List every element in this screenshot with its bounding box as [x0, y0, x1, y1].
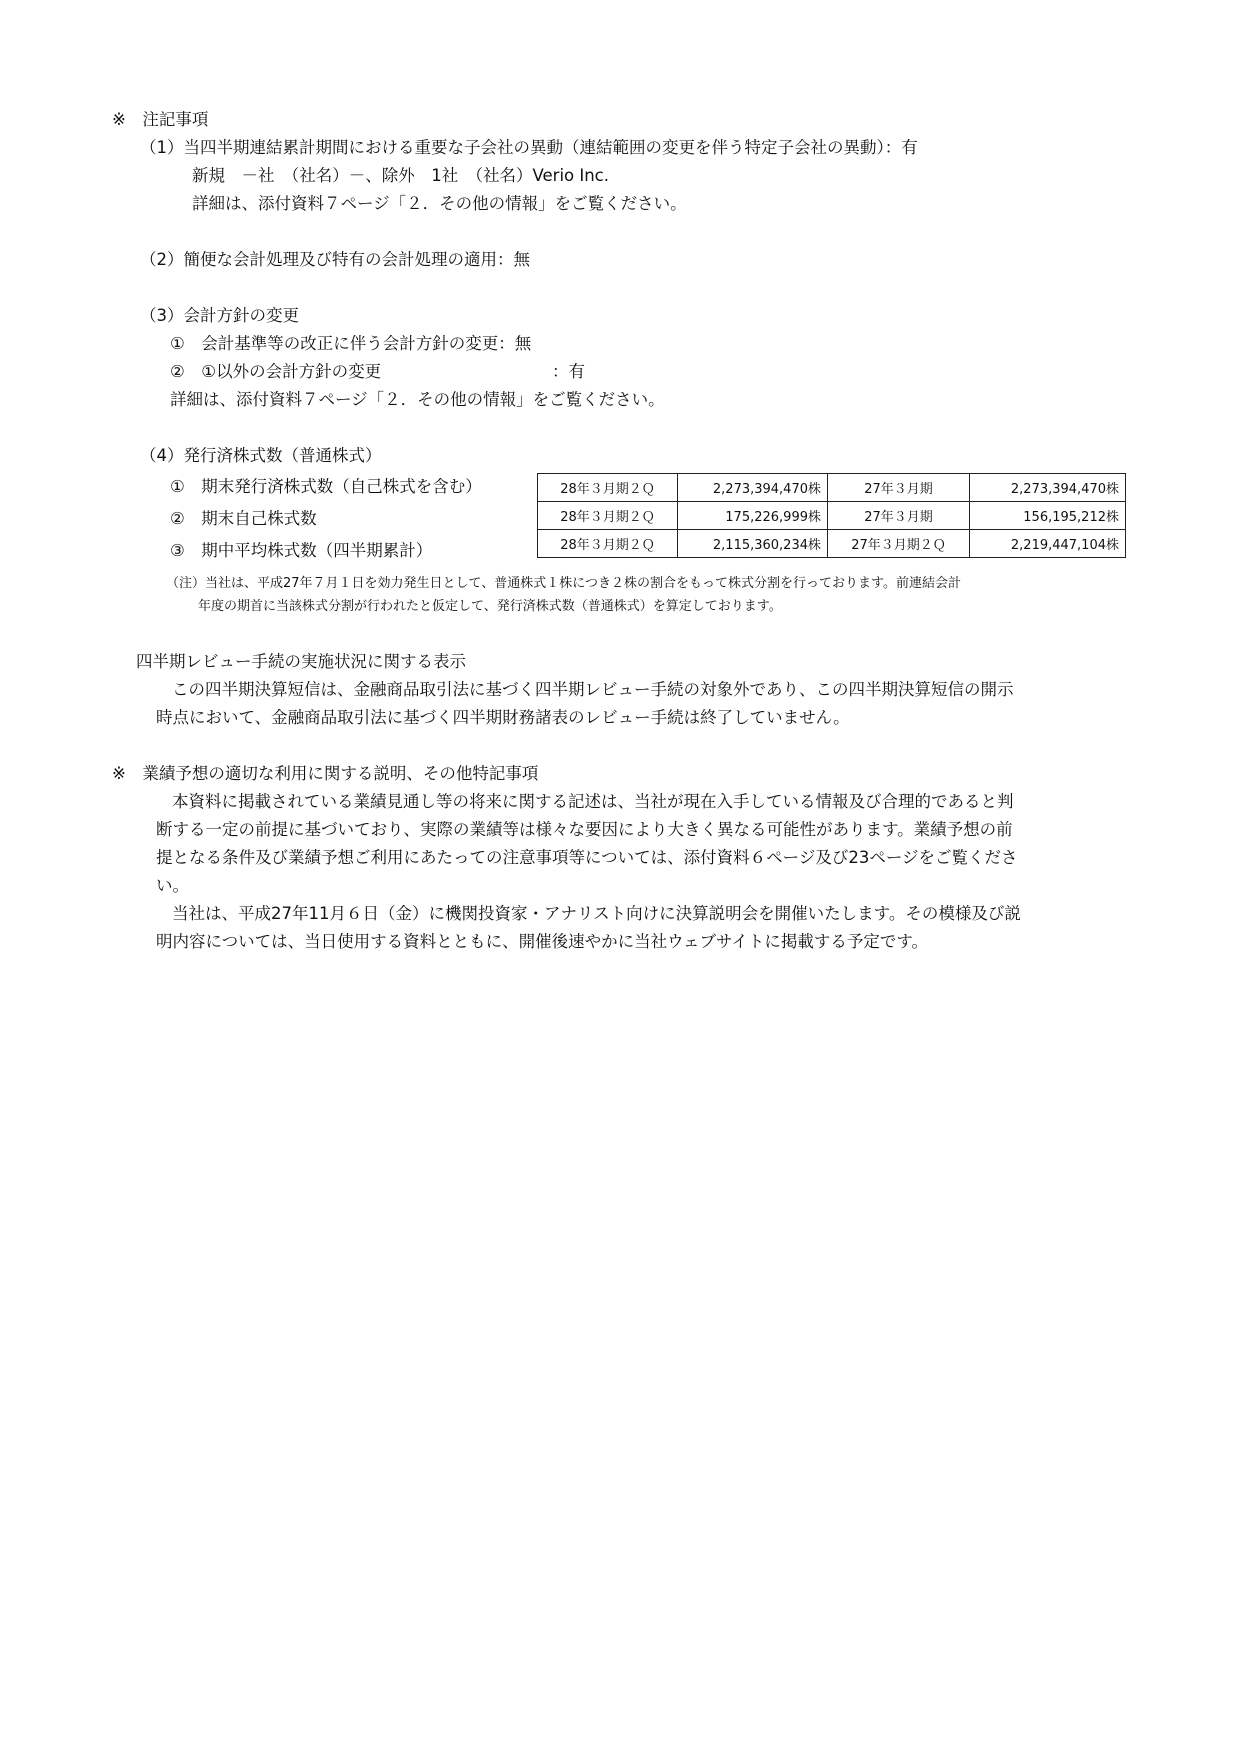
value-cell: 156,195,212株 [970, 502, 1126, 530]
period-cell: 28年３月期２Ｑ [538, 502, 678, 530]
value-cell: 2,219,447,104株 [970, 530, 1126, 558]
note-item-3-sub-1: ① 会計基準等の改正に伴う会計方針の変更：無 [170, 334, 532, 353]
review-line-2: 時点において、金融商品取引法に基づく四半期財務諸表のレビュー手続は終了していません。 [156, 708, 850, 727]
value-cell: 175,226,999株 [678, 502, 828, 530]
period-cell: 27年３月期２Ｑ [828, 530, 970, 558]
stock-split-note-line-1: （注）当社は、平成27年７月１日を効力発生日として、普通株式１株につき２株の割合をもって株式分割を行っております。前連結会計 [166, 576, 961, 591]
table-row [538, 530, 1126, 558]
note-item-1-detail-reference: 詳細は、添付資料７ページ「２．その他の情報」をご覧ください。 [192, 194, 687, 213]
value-cell: 2,273,394,470株 [678, 474, 828, 502]
forecast-title: ※ 業績予想の適切な利用に関する説明、その他特記事項 [112, 764, 539, 783]
review-line-1: この四半期決算短信は、金融商品取引法に基づく四半期レビュー手続の対象外であり、この四半期決算短信の開示 [172, 680, 1014, 699]
table-row [538, 502, 1126, 530]
forecast-paragraph-1-line-1: 本資料に掲載されている業績見通し等の将来に関する記述は、当社が現在入手している情報及び合理的であると判 [172, 792, 1014, 811]
note-item-1-title: （1）当四半期連結累計期間における重要な子会社の異動（連結範囲の変更を伴う特定子会社の異動）：有 [140, 138, 918, 157]
note-item-1-detail-subsidiary: 新規 －社 （社名）－、除外 1社 （社名）Verio Inc. [192, 166, 610, 185]
period-cell: 27年３月期 [828, 502, 970, 530]
note-item-4-title: （4）発行済株式数（普通株式） [140, 446, 382, 465]
value-cell: 2,273,394,470株 [970, 474, 1126, 502]
stock-split-note-line-2: 年度の期首に当該株式分割が行われたと仮定して、発行済株式数（普通株式）を算定しております。 [198, 599, 782, 614]
share-row-label: ① 期末発行済株式数（自己株式を含む） [170, 477, 482, 496]
forecast-paragraph-1-line-4: い。 [156, 876, 189, 895]
forecast-paragraph-1-line-3: 提となる条件及び業績予想ご利用にあたっての注意事項等については、添付資料６ページ及び23ページをご覧くださ [156, 848, 1018, 867]
value-cell: 2,115,360,234株 [678, 530, 828, 558]
period-cell: 27年３月期 [828, 474, 970, 502]
share-row-label: ③ 期中平均株式数（四半期累計） [170, 541, 433, 560]
note-item-3-detail: 詳細は、添付資料７ページ「２．その他の情報」をご覧ください。 [170, 390, 665, 409]
note-item-2-title: （2）簡便な会計処理及び特有の会計処理の適用：無 [140, 250, 530, 269]
forecast-paragraph-2-line-1: 当社は、平成27年11月６日（金）に機関投資家・アナリスト向けに決算説明会を開催いたします。その模様及び説 [172, 904, 1021, 923]
note-item-3-sub-2-label: ② ①以外の会計方針の変更 [170, 362, 382, 381]
review-title: 四半期レビュー手続の実施状況に関する表示 [136, 652, 466, 671]
forecast-paragraph-2-line-2: 明内容については、当日使用する資料とともに、開催後速やかに当社ウェブサイトに掲載する予定です。 [156, 932, 929, 951]
shares-table [537, 473, 1126, 558]
table-row [538, 474, 1126, 502]
note-item-3-title: （3）会計方針の変更 [140, 306, 299, 325]
forecast-paragraph-1-line-2: 断する一定の前提に基づいており、実際の業績等は様々な要因により大きく異なる可能性があります。業績予想の前 [156, 820, 1013, 839]
period-cell: 28年３月期２Ｑ [538, 530, 678, 558]
note-item-3-sub-2-value: ：有 [552, 362, 585, 381]
share-row-label: ② 期末自己株式数 [170, 509, 317, 528]
period-cell: 28年３月期２Ｑ [538, 474, 678, 502]
notes-header: ※ 注記事項 [112, 110, 209, 129]
